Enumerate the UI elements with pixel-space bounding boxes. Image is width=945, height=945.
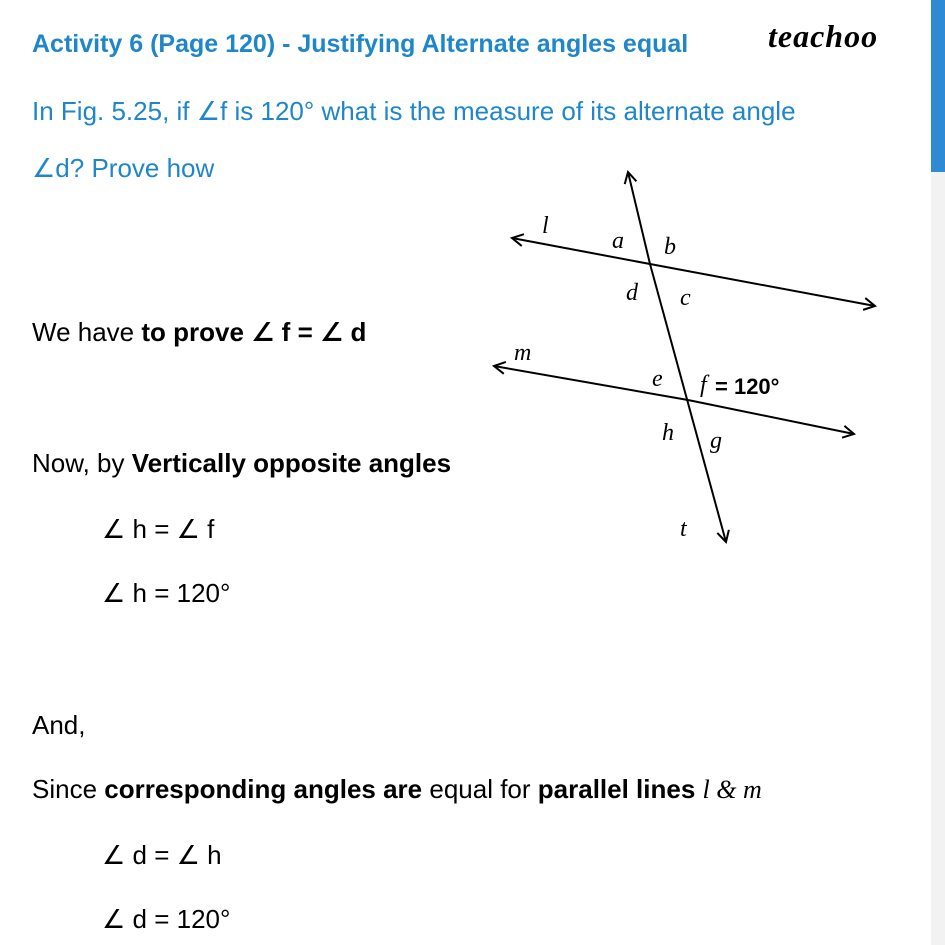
- angle-d: d: [626, 280, 638, 306]
- proof-step-corresponding: Since corresponding angles are equal for parallel lines l & m: [32, 774, 762, 804]
- equation-h-value: ∠ h = 120°: [102, 578, 231, 608]
- parallel-lines-figure: [470, 160, 890, 560]
- proof-goal: We have to prove ∠ f = ∠ d: [32, 317, 367, 347]
- angle-c: c: [680, 285, 691, 311]
- question-line-1: In Fig. 5.25, if ∠f is 120° what is the measure of its alternate angle: [32, 96, 796, 126]
- label-l: l: [542, 213, 549, 239]
- angle-e: e: [652, 366, 663, 392]
- angle-f-value: = 120°: [715, 374, 780, 399]
- proof-and: And,: [32, 710, 86, 740]
- question-line-2: ∠d? Prove how: [32, 153, 215, 183]
- equation-d-equals-h: ∠ d = ∠ h: [102, 840, 222, 870]
- label-m: m: [514, 340, 532, 366]
- teachoo-logo: teachoo: [768, 18, 879, 54]
- angle-b: b: [664, 234, 676, 260]
- equation-d-value: ∠ d = 120°: [102, 904, 231, 934]
- page-title: Activity 6 (Page 120) - Justifying Alternate angles equal: [32, 30, 689, 58]
- angle-f: f: [700, 372, 707, 398]
- angle-g: g: [710, 428, 722, 454]
- angle-h: h: [662, 420, 674, 446]
- transversal-t: [628, 172, 650, 264]
- angle-a: a: [612, 228, 624, 254]
- scrollbar-thumb[interactable]: [931, 0, 945, 172]
- equation-h-equals-f: ∠ h = ∠ f: [102, 514, 215, 544]
- proof-step-vertically-opposite: Now, by Vertically opposite angles: [32, 448, 452, 478]
- label-t: t: [680, 516, 687, 542]
